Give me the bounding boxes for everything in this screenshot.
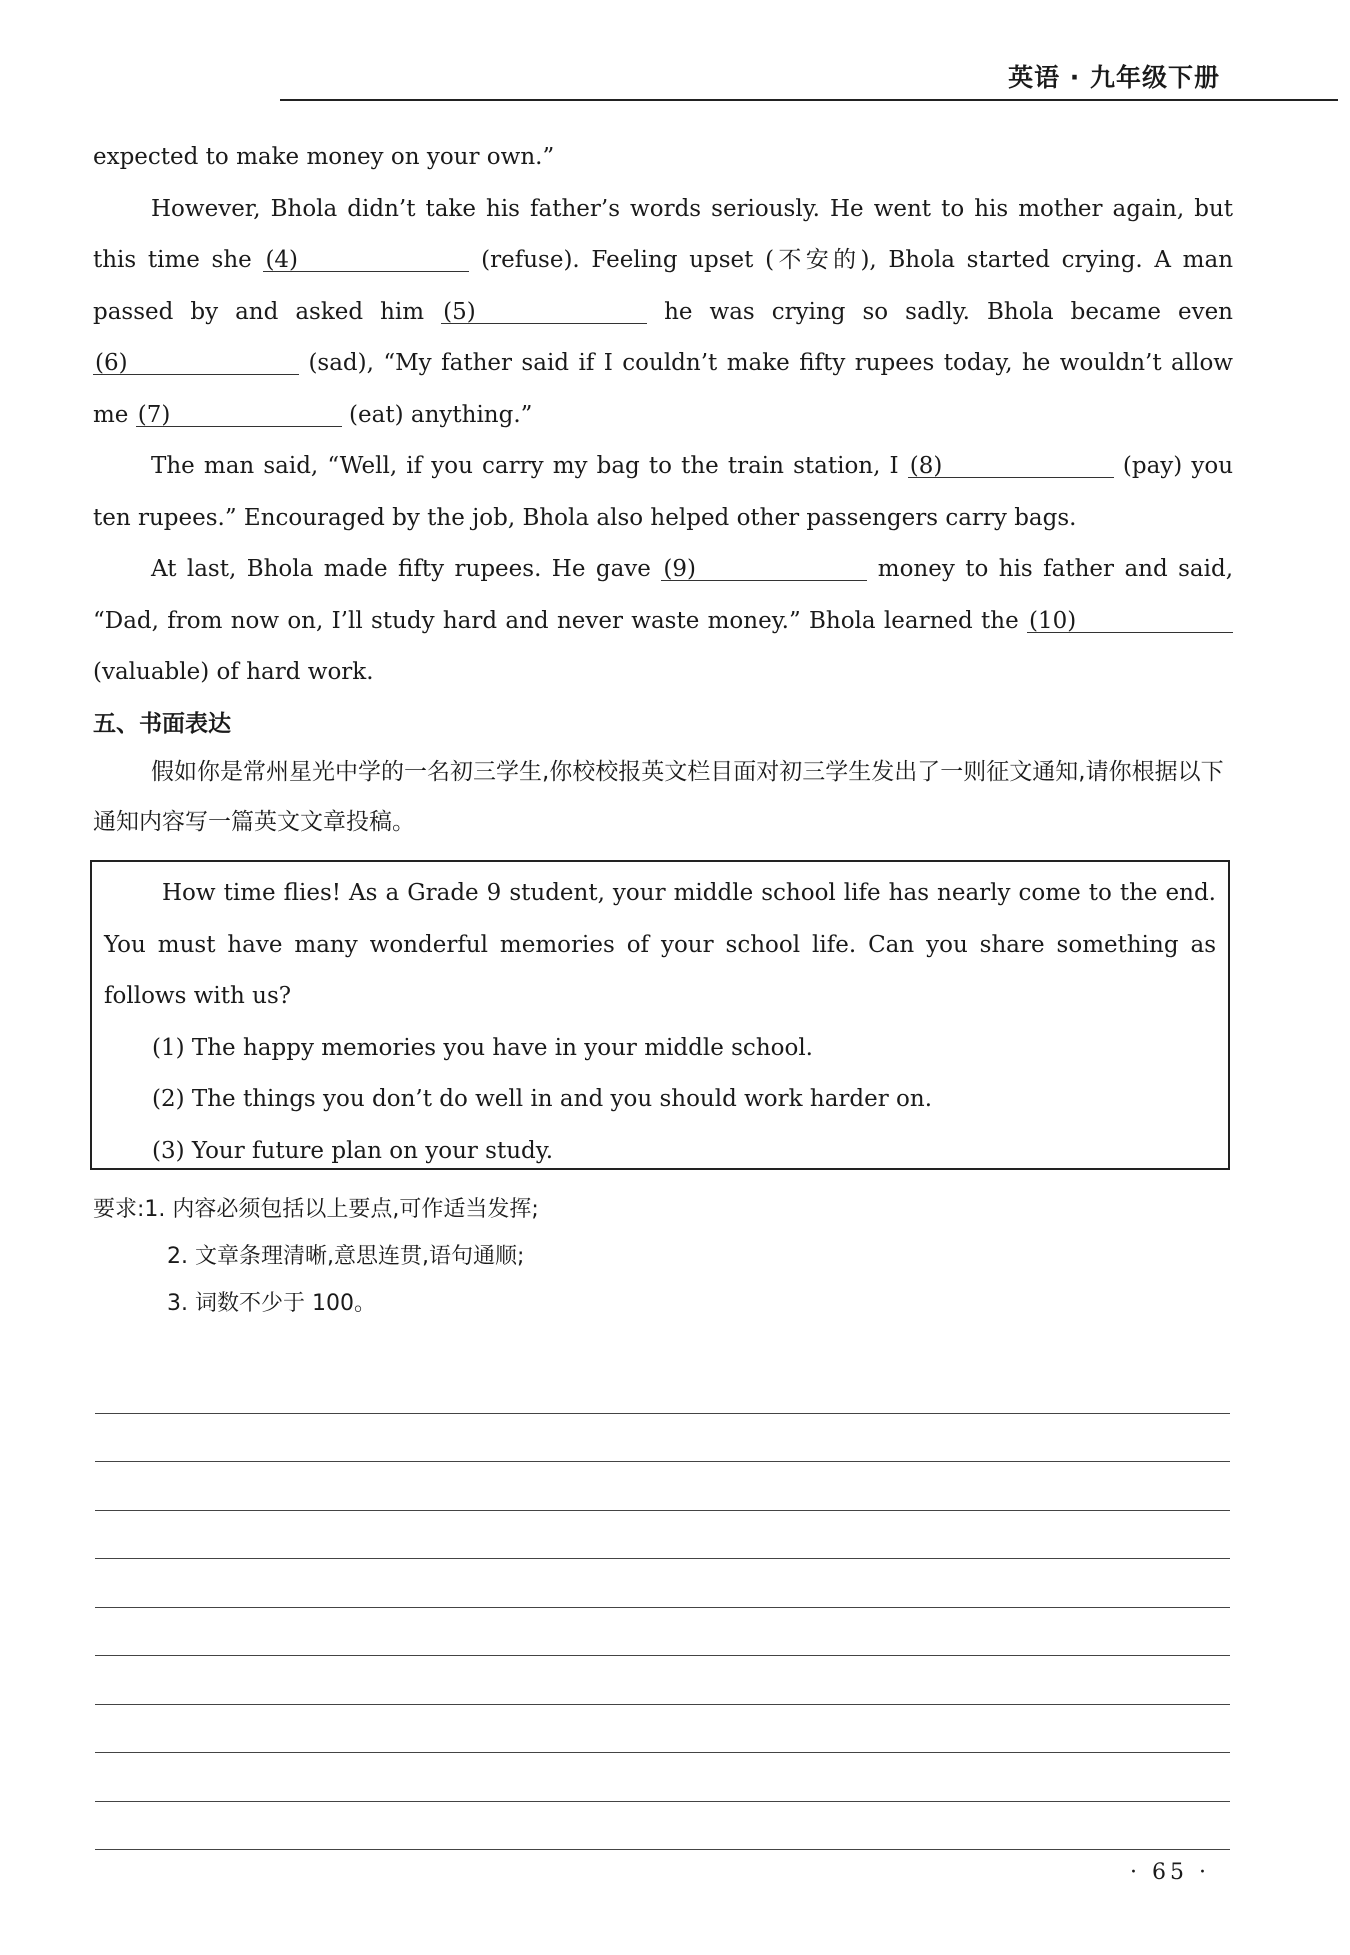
passage bbox=[93, 132, 1233, 847]
requirement-item: 3. 词数不少于 100。 bbox=[167, 1291, 376, 1316]
requirement-row bbox=[93, 1186, 1233, 1233]
writing-line[interactable] bbox=[95, 1608, 1230, 1657]
requirement-item: 1. 内容必须包括以上要点,可作适当发挥; bbox=[144, 1197, 539, 1222]
passage-text: (eat) anything.” bbox=[349, 401, 533, 428]
writing-line[interactable] bbox=[95, 1511, 1230, 1560]
writing-line[interactable] bbox=[95, 1656, 1230, 1705]
passage-text: (pay) you ten rupees.” Encouraged by the job, Bhola also helped other passengers carry bags. bbox=[93, 453, 1234, 531]
requirement-item: 2. 文章条理清晰,意思连贯,语句通顺; bbox=[167, 1244, 525, 1269]
answer-blank-10[interactable]: (10) bbox=[1027, 610, 1233, 633]
page-number: · 65 · bbox=[1130, 1860, 1210, 1885]
passage-text: (refuse). Feeling upset (不安的), Bhola started crying. A man passed by and asked him bbox=[93, 247, 1234, 325]
answer-blank-9[interactable]: (9) bbox=[661, 558, 867, 581]
writing-instruction: 假如你是常州星光中学的一名初三学生,你校校报英文栏目面对初三学生发出了一则征文通知,请你根据以下通知内容写一篇英文文章投稿。 bbox=[93, 758, 1224, 835]
passage-intro-line: expected to make money on your own.” bbox=[93, 144, 555, 170]
writing-line[interactable] bbox=[95, 1365, 1230, 1414]
requirements bbox=[93, 1186, 1233, 1327]
header-rule bbox=[280, 99, 1338, 101]
writing-line[interactable] bbox=[95, 1753, 1230, 1802]
writing-line[interactable] bbox=[95, 1462, 1230, 1511]
writing-line[interactable] bbox=[95, 1705, 1230, 1754]
writing-line[interactable] bbox=[95, 1802, 1230, 1851]
answer-blank-6[interactable]: (6) bbox=[93, 352, 299, 375]
writing-line[interactable] bbox=[95, 1559, 1230, 1608]
answer-blank-8[interactable]: (8) bbox=[908, 455, 1114, 478]
passage-text: At last, Bhola made fifty rupees. He gave bbox=[151, 556, 651, 582]
answer-blank-5[interactable]: (5) bbox=[441, 301, 647, 324]
requirements-label: 要求: bbox=[93, 1197, 145, 1222]
passage-text: However, Bhola didn’t take his father’s words seriously. He went to his mother again, but this time she bbox=[93, 195, 1233, 273]
answer-blank-7[interactable]: (7) bbox=[136, 404, 342, 427]
passage-text: he was crying so sadly. Bhola became even bbox=[664, 298, 1233, 325]
passage-text: (sad), “My father said if I couldn’t make fifty rupees today, he wouldn’t allow me bbox=[93, 350, 1233, 428]
notice-item: (3) Your future plan on your study. bbox=[152, 1137, 554, 1164]
passage-paragraph-2 bbox=[93, 441, 1233, 544]
passage-paragraph-3 bbox=[93, 544, 1233, 699]
writing-area[interactable] bbox=[95, 1365, 1230, 1850]
section-title: 五、书面表达 bbox=[93, 710, 231, 737]
writing-line[interactable] bbox=[95, 1414, 1230, 1463]
passage-text: The man said, “Well, if you carry my bag to the train station, I bbox=[151, 453, 899, 479]
passage-text: money to his father and said, “Dad, from now on, I’ll study hard and never waste money.” Bhola learned the bbox=[93, 556, 1234, 634]
passage-text: (valuable) of hard work. bbox=[93, 659, 374, 685]
passage-paragraph-1 bbox=[93, 184, 1233, 442]
notice-item: (2) The things you don’t do well in and you should work harder on. bbox=[152, 1086, 933, 1112]
notice-box bbox=[90, 860, 1230, 1170]
notice-intro: How time flies! As a Grade 9 student, your middle school life has nearly come to the end. You must have many wonderful memories of your school life. Can you share something as follows with us? bbox=[104, 880, 1216, 1009]
answer-blank-4[interactable]: (4) bbox=[263, 249, 469, 272]
notice-item: (1) The happy memories you have in your middle school. bbox=[152, 1034, 813, 1061]
header-title: 英语 · 九年级下册 bbox=[1008, 63, 1220, 92]
